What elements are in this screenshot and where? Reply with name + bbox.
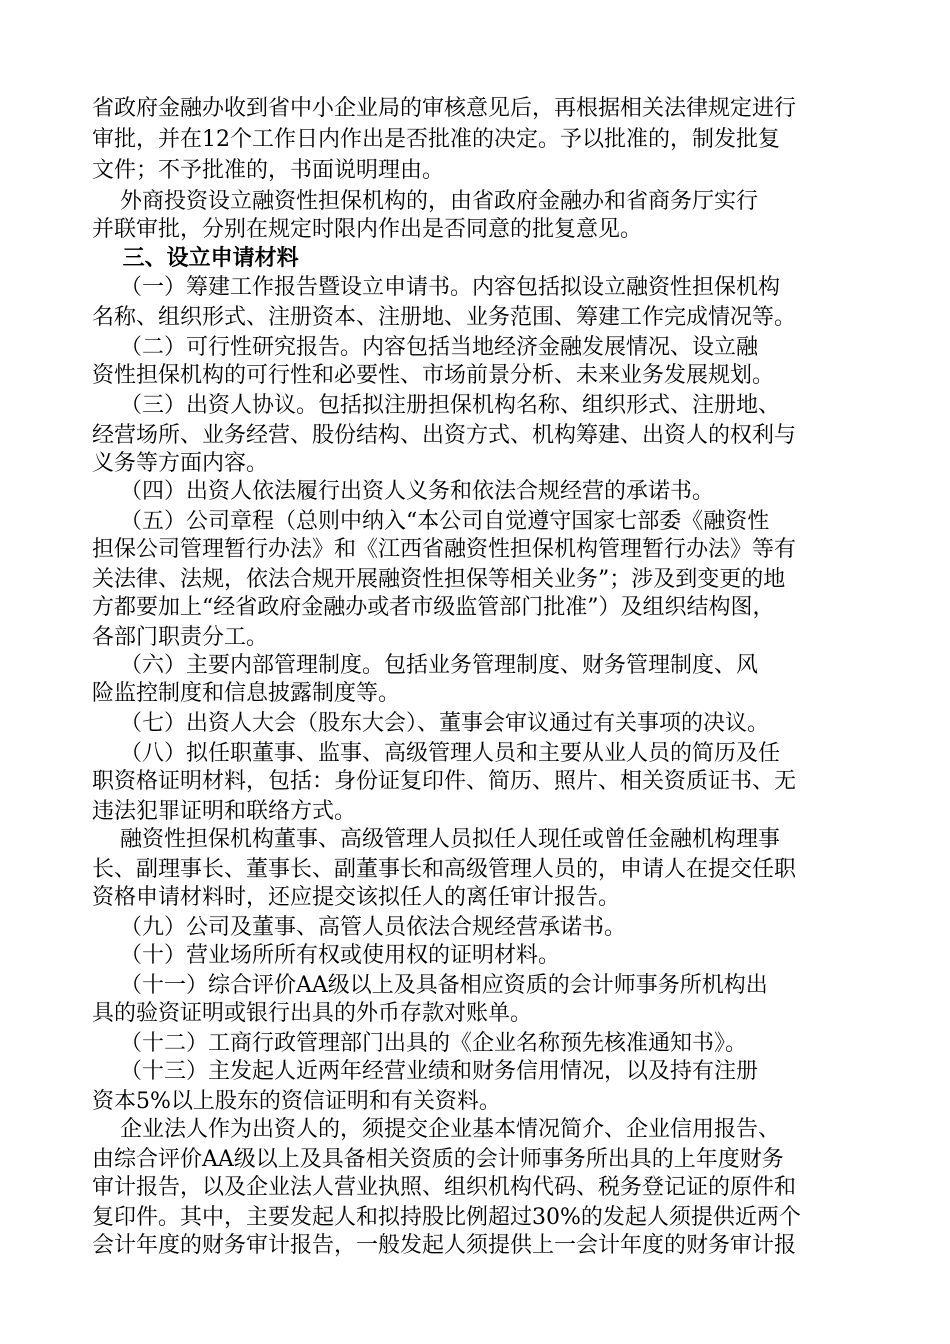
text-line: （十三）主发起人近两年经营业绩和财务信用情况，以及持有注册	[92, 1059, 758, 1084]
text-line: 各部门职责分工。	[92, 625, 269, 650]
text-line: （十二）工商行政管理部门出具的《企业名称预先核准通知书》。	[92, 1031, 747, 1056]
text-line: （七）出资人大会（股东大会）、董事会审议通过有关事项的决议。	[92, 711, 769, 736]
text-line: （九）公司及董事、高管人员依法合规经营承诺书。	[92, 915, 626, 940]
text-line: 并联审批，分别在规定时限内作出是否同意的批复意见。	[92, 217, 643, 242]
text-line: 复印件。其中，主要发起人和拟持股比例超过30%的发起人须提供近两个	[92, 1205, 801, 1230]
text-line: （五）公司章程（总则中纳入“本公司自觉遵守国家七部委《融资性	[92, 509, 770, 534]
text-line: 企业法人作为出资人的，须提交企业基本情况简介、企业信用报告、	[92, 1117, 780, 1142]
text-line: （八）拟任职董事、监事、高级管理人员和主要从业人员的简历及任	[92, 741, 780, 766]
text-line: （一）筹建工作报告暨设立申请书。内容包括拟设立融资性担保机构	[92, 275, 780, 300]
text-line: （十一）综合评价AA级以上及具备相应资质的会计师事务所机构出	[92, 973, 768, 998]
text-line: 由综合评价AA级以上及具备相关资质的会计师事务所出具的上年度财务	[92, 1147, 784, 1172]
text-line: 险监控制度和信息披露制度等。	[92, 681, 401, 706]
text-line: （四）出资人依法履行出资人义务和依法合规经营的承诺书。	[92, 479, 714, 504]
text-line: 外商投资设立融资性担保机构的，由省政府金融办和省商务厅实行	[92, 189, 758, 214]
text-line: 职资格证明材料，包括：身份证复印件、简历、照片、相关资质证书、无	[92, 769, 797, 794]
text-line: （三）出资人协议。包括拟注册担保机构名称、组织形式、注册地、	[92, 393, 780, 418]
text-line: （十）营业场所所有权或使用权的证明材料。	[92, 943, 560, 968]
text-line: 关法律、法规，依法合规开展融资性担保等相关业务”；涉及到变更的地	[92, 567, 786, 592]
text-line: 长、副理事长、董事长、副董事长和高级管理人员的，申请人在提交任职	[92, 857, 797, 882]
text-line: 名称、组织形式、注册资本、注册地、业务范围、筹建工作完成情况等。	[92, 305, 797, 330]
text-line: （六）主要内部管理制度。包括业务管理制度、财务管理制度、风	[92, 653, 758, 678]
text-line: 省政府金融办收到省中小企业局的审核意见后，再根据相关法律规定进行	[92, 96, 797, 121]
text-line: 文件；不予批准的，书面说明理由。	[92, 158, 445, 183]
text-line: 资格申请材料时，还应提交该拟任人的离任审计报告。	[92, 885, 621, 910]
text-line: （二）可行性研究报告。内容包括当地经济金融发展情况、设立融	[92, 335, 758, 360]
text-line: 资性担保机构的可行性和必要性、市场前景分析、未来业务发展规划。	[92, 363, 775, 388]
section-heading: 三、设立申请材料	[92, 245, 299, 271]
text-line: 违法犯罪证明和联络方式。	[92, 799, 357, 824]
text-line: 融资性担保机构董事、高级管理人员拟任人现任或曾任金融机构理事	[92, 827, 780, 852]
text-line: 会计年度的财务审计报告，一般发起人须提供上一会计年度的财务审计报	[92, 1233, 797, 1258]
text-line: 资本5%以上股东的资信证明和有关资料。	[92, 1089, 501, 1114]
text-line: 方都要加上“经省政府金融办或者市级监管部门批准”）及组织结构图，	[92, 595, 775, 620]
text-line: 审批，并在12个工作日内作出是否批准的决定。予以批准的，制发批复	[92, 127, 780, 152]
text-line: 经营场所、业务经营、股份结构、出资方式、机构筹建、出资人的权利与	[92, 423, 797, 448]
text-line: 义务等方面内容。	[92, 451, 269, 476]
text-line: 具的验资证明或银行出具的外币存款对账单。	[92, 1001, 533, 1026]
text-line: 担保公司管理暂行办法》和《江西省融资性担保机构管理暂行办法》等有	[92, 537, 797, 562]
text-line: 审计报告，以及企业法人营业执照、组织机构代码、税务登记证的原件和	[92, 1175, 797, 1200]
